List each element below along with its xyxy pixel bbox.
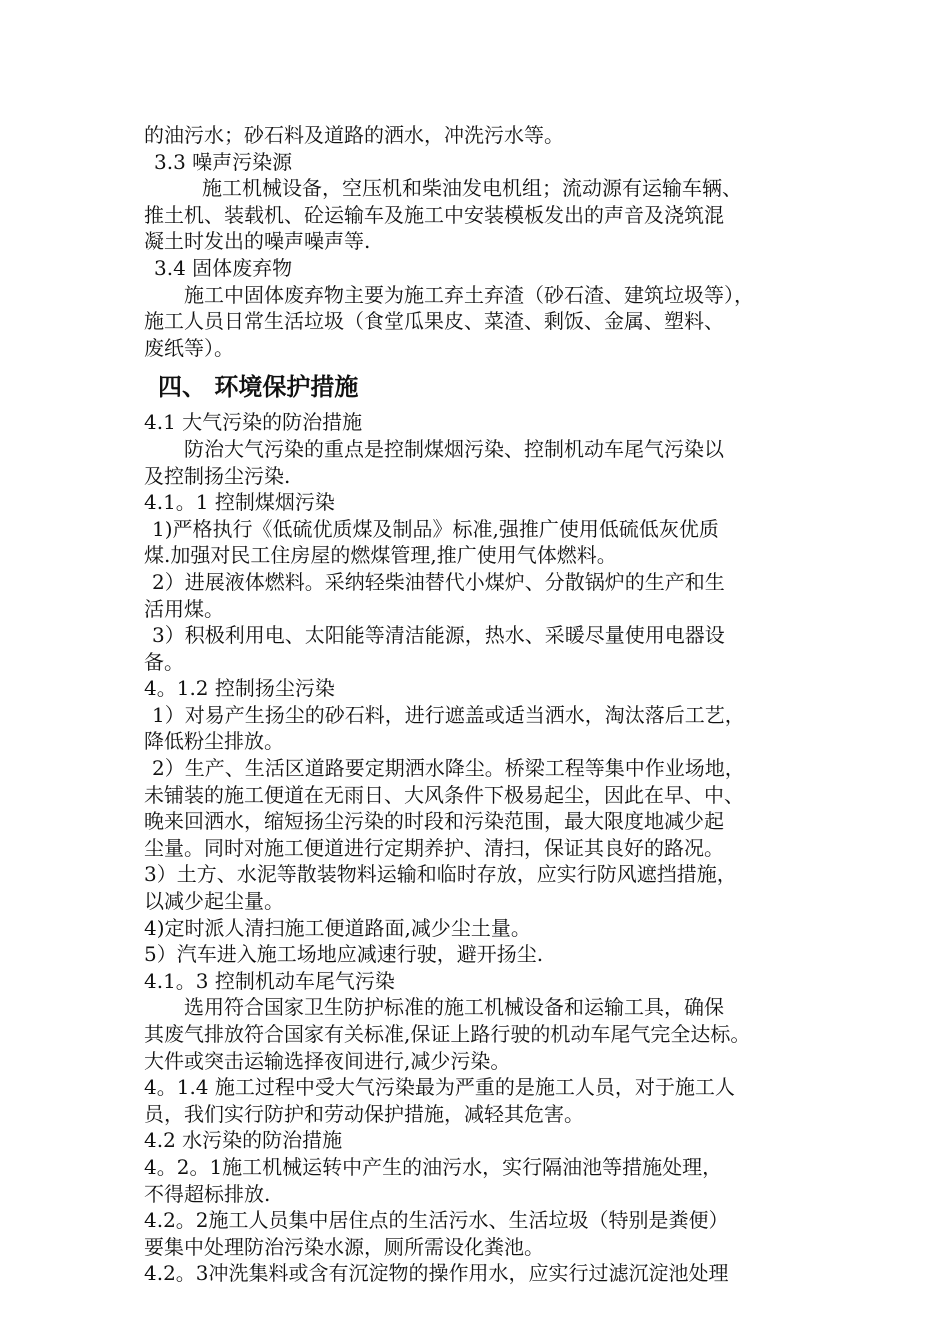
text-line: 3）土方、水泥等散装物料运输和临时存放，应实行防风遮挡措施， xyxy=(144,862,737,887)
text-line: 1)严格执行《低硫优质煤及制品》标准,强推广使用低硫低灰优质 xyxy=(152,516,719,541)
text-line: 凝土时发出的噪声噪声等. xyxy=(144,229,371,254)
text-line: 煤.加强对民工住房屋的燃煤管理,推广使用气体燃料。 xyxy=(144,543,617,568)
text-line: 的油污水；砂石料及道路的洒水，冲洗污水等。 xyxy=(144,123,564,147)
text-line: 降低粉尘排放。 xyxy=(144,729,284,754)
text-line: 废纸等）。 xyxy=(144,335,234,360)
text-line: 不得超标排放. xyxy=(144,1181,271,1206)
text-line: 2）生产、生活区道路要定期洒水降尘。桥梁工程等集中作业场地， xyxy=(152,756,745,781)
text-line: 4。1.2 控制扬尘污染 xyxy=(144,676,335,701)
text-line: 以减少起尘量。 xyxy=(144,889,284,914)
text-line: 推土机、装载机、砼运输车及施工中安装模板发出的声音及浇筑混 xyxy=(144,202,724,227)
text-line: 尘量。同时对施工便道进行定期养护、清扫，保证其良好的路况。 xyxy=(144,835,724,860)
text-line: 选用符合国家卫生防护标准的施工机械设备和运输工具，确保 xyxy=(184,995,724,1020)
text-line: 大件或突击运输选择夜间进行,减少污染。 xyxy=(144,1048,511,1073)
text-line: 未铺装的施工便道在无雨日、大风条件下极易起尘，因此在早、中、 xyxy=(144,782,744,807)
text-line: 备。 xyxy=(144,649,184,674)
text-line: 4.2。2施工人员集中居住点的生活污水、生活垃圾（特别是粪便） xyxy=(144,1208,729,1233)
text-line: 及控制扬尘污染. xyxy=(144,463,291,488)
text-line: 3）积极利用电、太阳能等清洁能源，热水、采暖尽量使用电器设 xyxy=(152,623,725,648)
text-line: 4.1。3 控制机动车尾气污染 xyxy=(144,968,395,993)
text-line: 施工机械设备，空压机和柴油发电机组；流动源有运输车辆、 xyxy=(202,176,742,201)
text-line: 2）进展液体燃料。采纳轻柴油替代小煤炉、分散锅炉的生产和生 xyxy=(152,569,725,594)
section-3-text xyxy=(144,122,824,361)
text-line: 其废气排放符合国家有关标准,保证上路行驶的机动车尾气完全达标。 xyxy=(144,1022,751,1046)
section-4-text xyxy=(144,409,824,1287)
text-line: 3.4 固体废弃物 xyxy=(154,255,293,280)
text-line: 4.1。1 控制煤烟污染 xyxy=(144,490,335,515)
text-line: 活用煤。 xyxy=(144,596,224,621)
text-line: 要集中处理防治污染水源，厕所需设化粪池。 xyxy=(144,1234,544,1259)
text-line: 5）汽车进入施工场地应减速行驶，避开扬尘. xyxy=(144,942,544,967)
text-line: 施工人员日常生活垃圾（食堂瓜果皮、菜渣、剩饭、金属、塑料、 xyxy=(144,309,724,334)
text-line: 员，我们实行防护和劳动保护措施，减轻其危害。 xyxy=(144,1101,584,1126)
text-line: 4。2。1施工机械运转中产生的油污水，实行隔油池等措施处理， xyxy=(144,1154,723,1179)
document-body xyxy=(144,122,824,1287)
text-line: 4.1 大气污染的防治措施 xyxy=(144,410,363,435)
text-line: 4。1.4 施工过程中受大气污染最为严重的是施工人员，对于施工人 xyxy=(144,1075,735,1100)
text-line: 晚来回洒水，缩短扬尘污染的时段和污染范围，最大限度地减少起 xyxy=(144,809,724,834)
text-line: 防治大气污染的重点是控制煤烟污染、控制机动车尾气污染以 xyxy=(184,436,724,461)
section-heading: 四、 环境保护措施 xyxy=(158,373,359,402)
text-line: 施工中固体废弃物主要为施工弃土弃渣（砂石渣、建筑垃圾等）， xyxy=(184,282,754,307)
text-line: 1）对易产生扬尘的砂石料，进行遮盖或适当洒水，淘汰落后工艺， xyxy=(152,702,745,727)
text-line: 4.2 水污染的防治措施 xyxy=(144,1128,343,1153)
text-line: 4.2。3冲洗集料或含有沉淀物的操作用水，应实行过滤沉淀池处理 xyxy=(144,1261,729,1286)
text-line: 3.3 噪声污染源 xyxy=(154,149,293,174)
text-line: 4)定时派人清扫施工便道路面,减少尘土量。 xyxy=(144,915,531,940)
